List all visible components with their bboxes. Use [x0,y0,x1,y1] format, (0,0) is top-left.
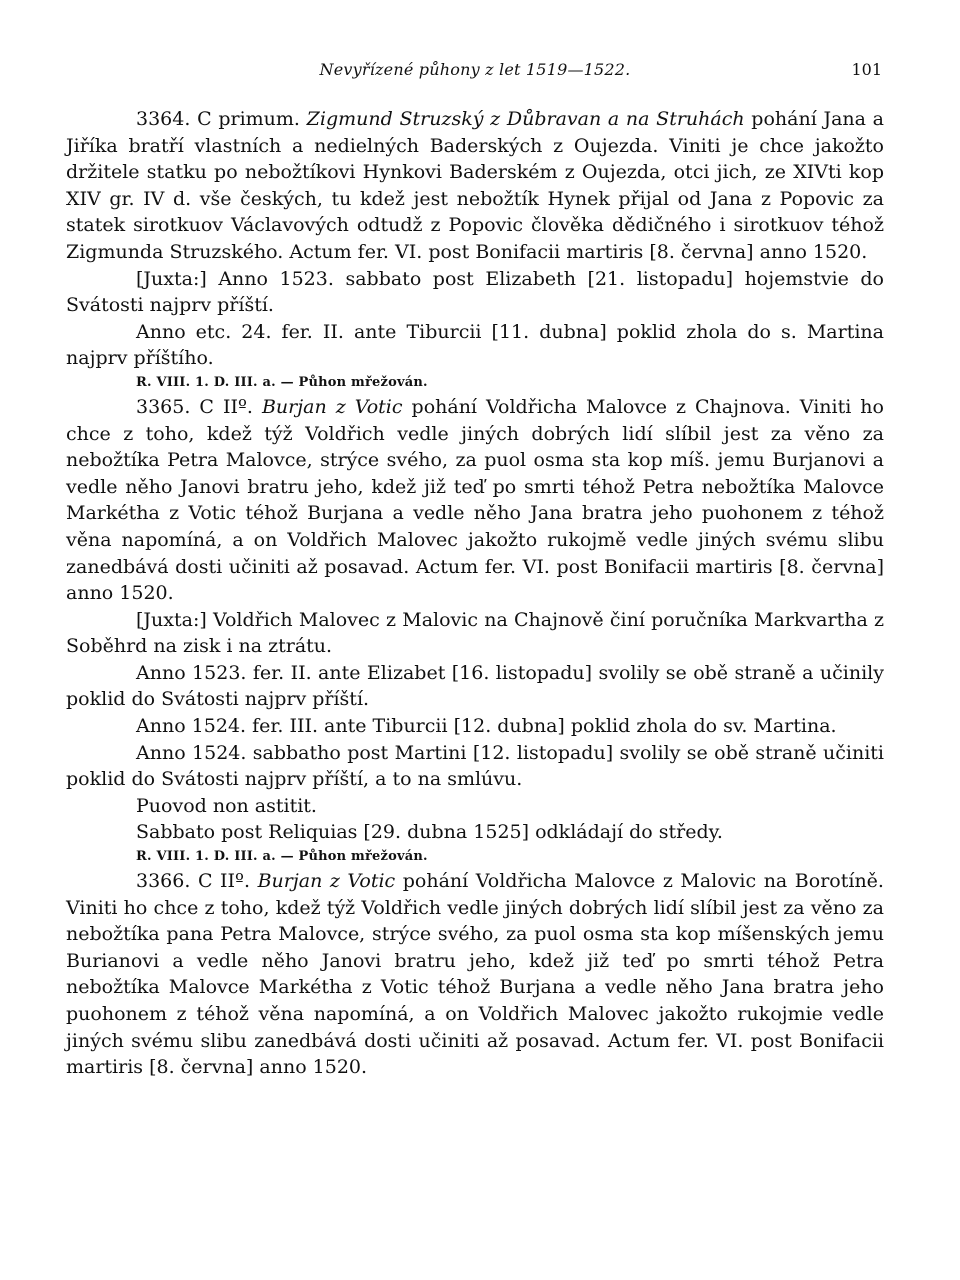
entry-paragraph: Anno 1523. fer. II. ante Elizabet [16. listopadu] svolily se obě straně a učinily poklid do Svátosti najprv příští. [66,661,884,711]
document-page [66,60,884,1081]
archival-note: R. VIII. 1. D. III. a. — Půhon mřežován. [136,374,428,390]
entry-paragraph: [Juxta:] Anno 1523. sabbato post Elizabeth [21. listopadu] hojemstvie do Svátosti najprv příští. [66,267,884,317]
entry-lead: 3366. C IIº. [136,870,258,893]
plaintiff-name: Burjan z Votic [261,395,403,418]
entry-paragraph: Sabbato post Reliquias [29. dubna 1525] odkládají do středy. [136,821,723,844]
entry-text: pohání Voldřicha Malovce z Malovic na Borotíně. Viniti ho chce z toho, kdež týž Voldřich vedle jiných dobrých lidí slíbil jest za věno za nebožtíka pana Petra Malovce, strýce svého, za puol osma sta kop míšenských jemu Burianovi a vedle něho Janovi bratru jeho, kdež již teď po smrti téhož Petra nebožtíka Malovce Markétha z Votic téhož Burjana a vedle něho Jana bratra jeho puohonem z téhož věna napomíná, a on Voldřich Malovec jakožto rukojmie vedle jiných svému slibu zanedbává dosti učiniti až posavad. Actum fer. VI. post Bonifacii martiris [8. června] anno 1520. [66,870,884,1079]
entry-paragraph: Anno etc. 24. fer. II. ante Tiburcii [11. dubna] poklid zhola do s. Martina najprv příštího. [66,320,884,370]
plaintiff-name: Burjan z Votic [257,870,396,893]
archival-note: R. VIII. 1. D. III. a. — Půhon mřežován. [136,849,428,865]
running-title: Nevyřízené půhony z let 1519—1522. [319,60,631,79]
entry-3365 [66,394,884,607]
plaintiff-name: Zigmund Struzský z Důbravan a na Struhách [306,108,745,130]
entry-paragraph: Anno 1524. sabbatho post Martini [12. listopadu] svolily se obě straně učiniti poklid do Svátosti najprv příští, a to na smlúvu. [66,741,884,791]
page-number: 101 [851,60,882,79]
entry-3366 [66,868,884,1081]
entry-lead: 3364. C primum. [136,108,307,130]
entry-lead: 3365. C IIº. [136,395,262,418]
entry-text: pohání Voldřicha Malovce z Chajnova. Viniti ho chce z toho, kdež týž Voldřich vedle jiných dobrých lidí slíbil jest za věno za nebožtíka Petra Malovce, strýce svého, za puol osma sta kop míš. jemu Burjanovi a vedle něho Janovi bratru jeho, kdež již teď po smrti téhož Petra nebožtíka Malovce Markétha z Votic téhož Burjana a vedle něho Jana bratra jeho puohonem z téhož věna napomíná, a on Voldřich Malovec jakožto rukojmě vedle jiných svému slibu zanedbává dosti učiniti až posavad. Actum fer. VI. post Bonifacii martiris [8. června] anno 1520. [66,395,884,605]
entry-paragraph: Anno 1524. fer. III. ante Tiburcii [12. dubna] poklid zhola do sv. Martina. [136,715,837,738]
entry-3364 [66,106,884,266]
entry-paragraph: Puovod non astitit. [136,794,317,817]
entry-text: pohání Jana a Jiříka bratří vlastních a nedielných Baderských z Oujezda. Viniti je chce jakožto držitele statku po nebožtíkovi Hynkovi Baderském z Oujezda, otci jich, ze XIVti kop XIV gr. IV d. vše českých, tu kdež jest nebožtík Hynek přijal od Jana z Popovic za statek sirotkuov Václavových odtudž z Popovic člověka dědičného i sirotkuov téhož Zigmunda Struzského. Actum fer. VI. post Bonifacii martiris [8. června] anno 1520. [66,108,885,263]
page-body [66,106,884,1081]
entry-paragraph: [Juxta:] Voldřich Malovec z Malovic na Chajnově činí poručníka Markvartha z Soběhrd na zisk i na ztrátu. [66,608,884,658]
page-header [66,60,884,90]
